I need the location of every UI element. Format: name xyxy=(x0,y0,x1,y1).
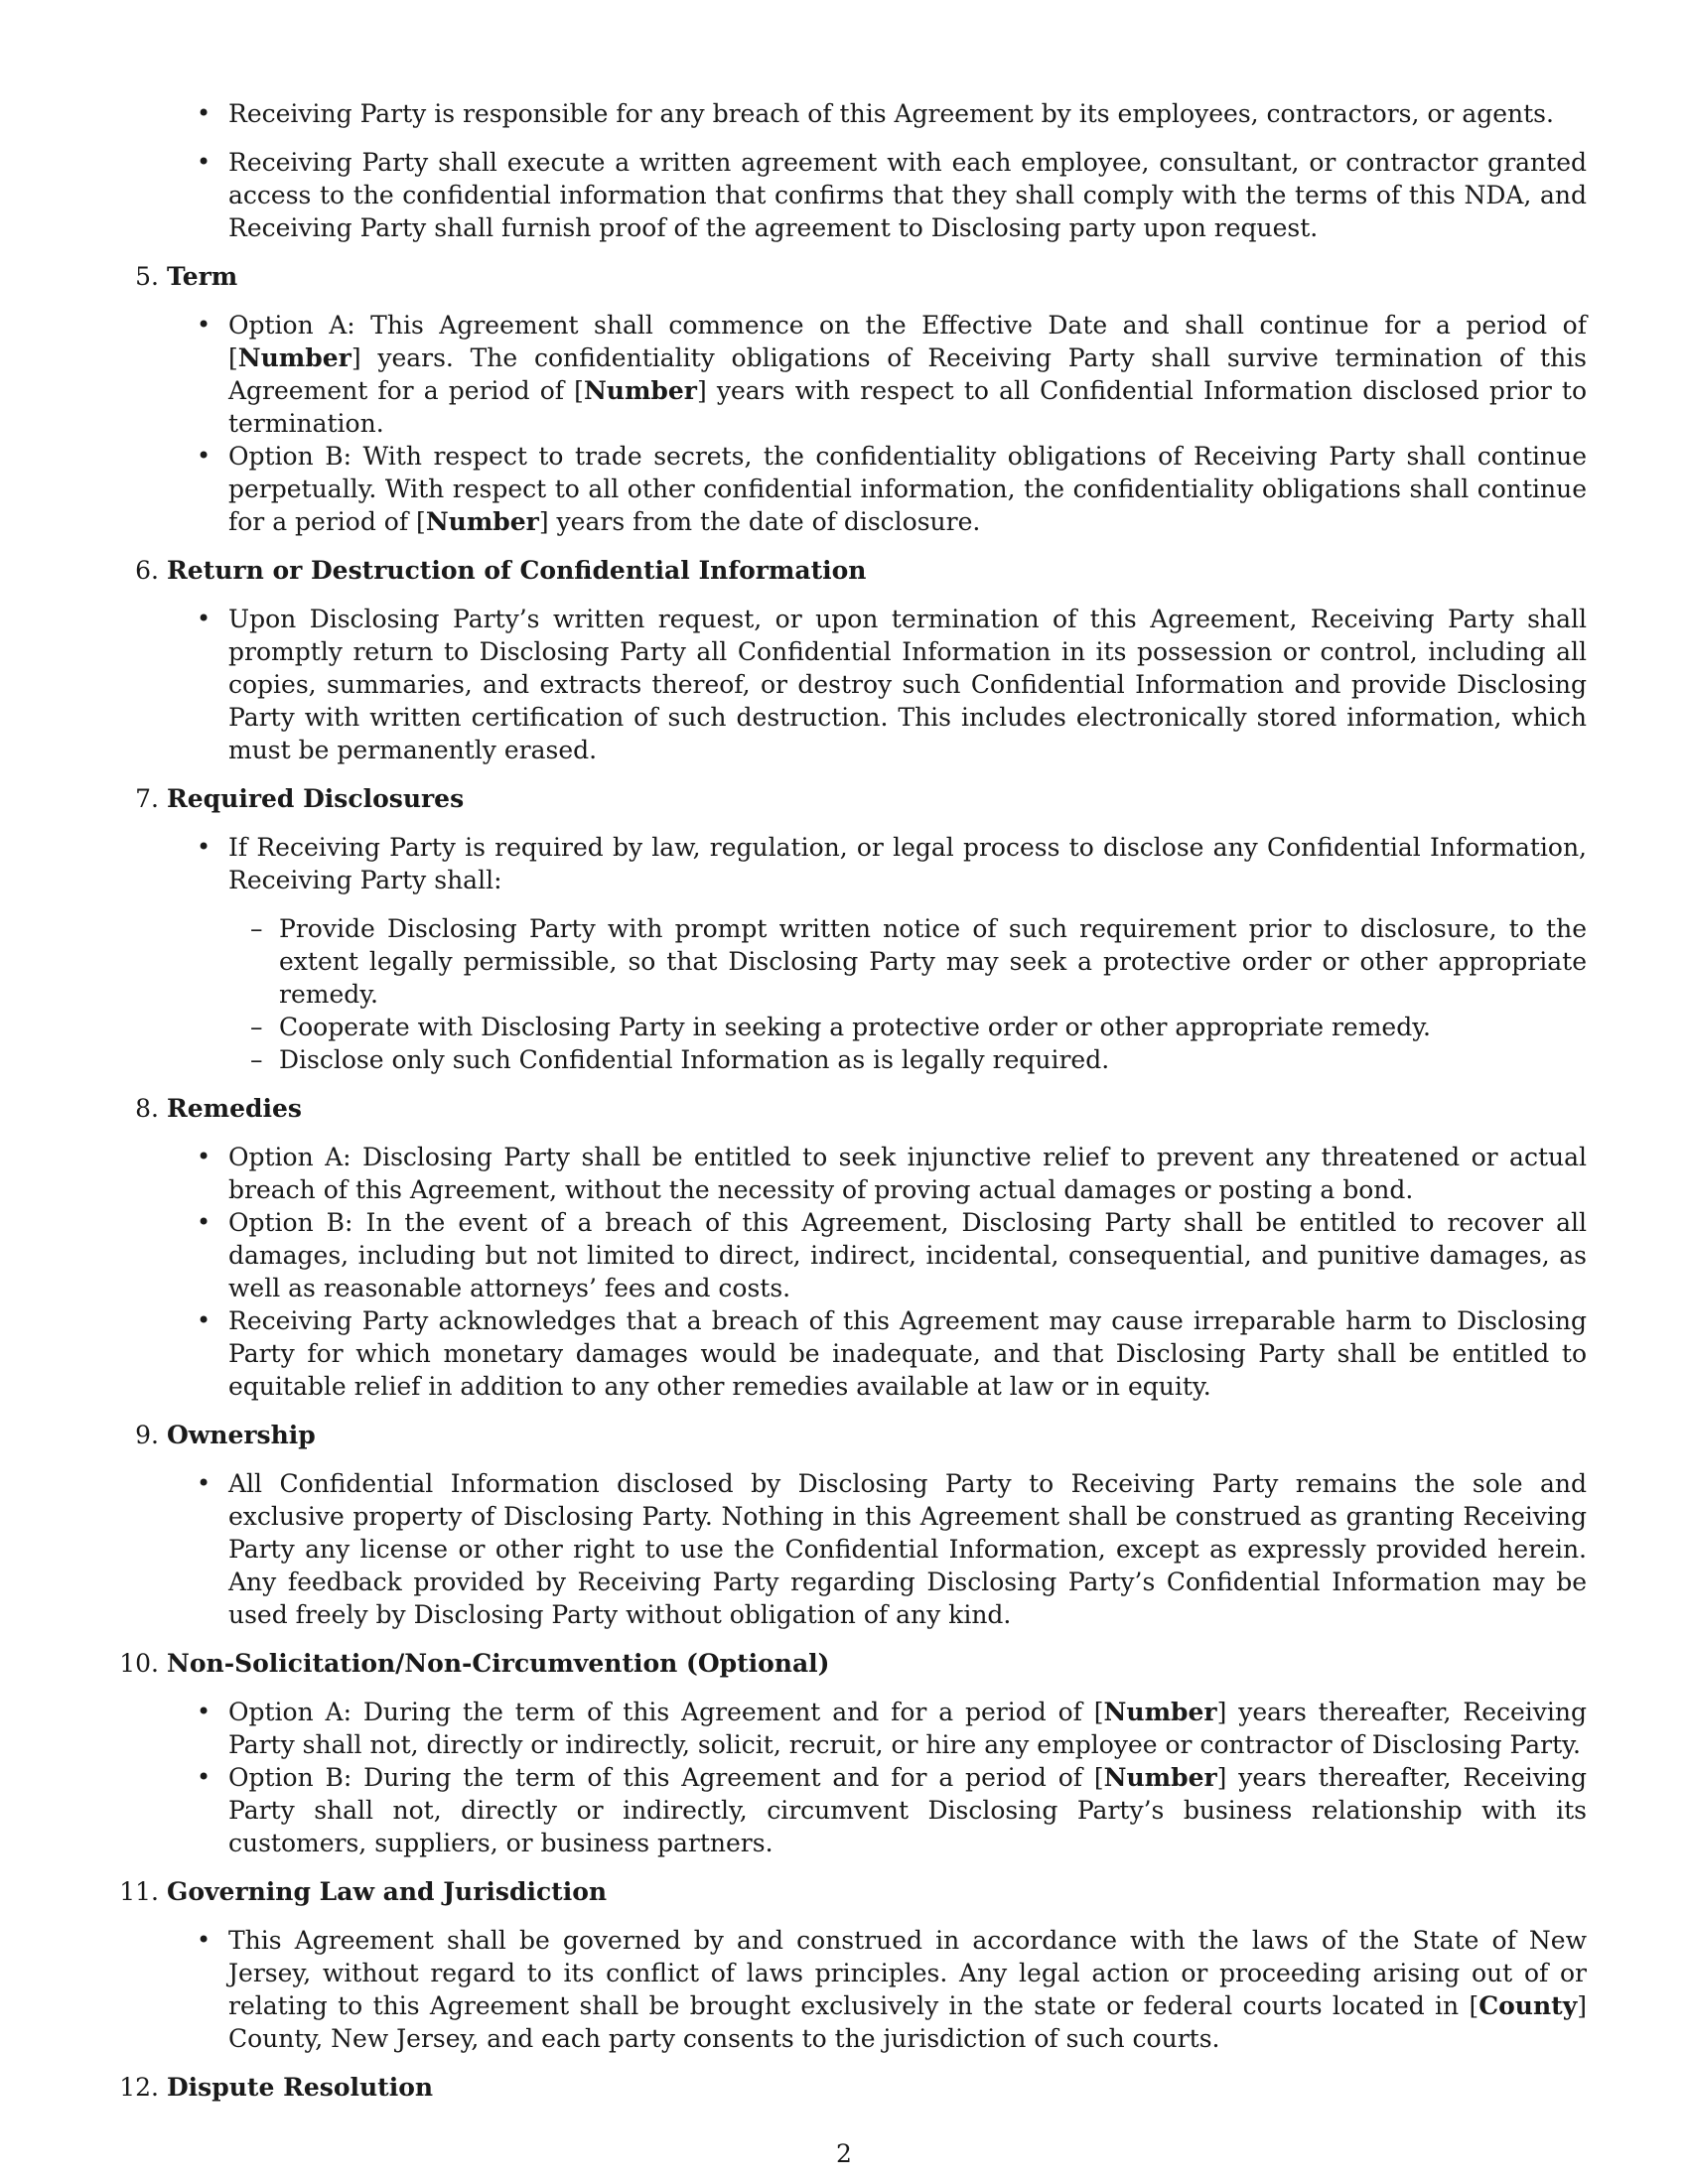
placeholder-number: Number xyxy=(1103,1763,1217,1792)
placeholder-number: Number xyxy=(1103,1698,1217,1726)
section-title: Remedies xyxy=(167,1094,302,1123)
section-title: Dispute Resolution xyxy=(167,2073,434,2102)
sub-item-list xyxy=(167,912,1587,1076)
bullet-list xyxy=(167,1467,1587,1631)
list-item: • Option B: During the term of this Agreement and for a period of [Number] years thereafter, Receiving Party shall not, directly or indirectly, circumvent Disclosing Party’s business relationship with its customers, suppliers, or business partners. xyxy=(167,1761,1587,1859)
list-item: • Option A: During the term of this Agreement and for a period of [Number] years thereafter, Receiving Party shall not, directly or indirectly, solicit, recruit, or hire any employee or contractor of Disclosing Party. xyxy=(167,1696,1587,1761)
list-item: • This Agreement shall be governed by and construed in accordance with the laws of the State of New Jersey, without regard to its conflict of laws principles. Any legal action or proceeding arising out of or relating to this Agreement shall be brought exclusively in the state or federal courts located in [County] County, New Jersey, and each party consents to the jurisdiction of such courts. xyxy=(167,1924,1587,2055)
section-number: 6. xyxy=(135,556,159,585)
section-required-disclosures xyxy=(135,782,1587,1076)
section-number: 10. xyxy=(119,1649,159,1678)
section-governing-law xyxy=(119,1875,1587,2055)
bullet-list xyxy=(167,831,1587,896)
section-term xyxy=(135,260,1588,538)
bullet-list xyxy=(167,1141,1587,1403)
list-item: • Receiving Party is responsible for any breach of this Agreement by its employees, contractors, or agents. xyxy=(167,97,1587,130)
page-number: 2 xyxy=(836,2139,852,2168)
list-item: • Receiving Party shall execute a written agreement with each employee, consultant, or contractor granted access to the confidential information that confirms that they shall comply with the terms of this NDA, and Receiving Party shall furnish proof of the agreement to Disclosing party upon request. xyxy=(167,146,1587,244)
list-item: • Option B: With respect to trade secrets, the confidentiality obligations of Receiving Party shall continue perpetually. With respect to all other confidential information, the confidentiality obligations shall continue for a period of [Number] years from the date of disclosure. xyxy=(167,440,1587,538)
bullet-list xyxy=(167,1696,1587,1859)
sub-list-item: – Provide Disclosing Party with prompt written notice of such requirement prior to disclosure, to the extent legally permissible, so that Disclosing Party may seek a protective order or other appropriate remedy. xyxy=(167,912,1587,1011)
placeholder-number: Number xyxy=(583,376,697,405)
section-number: 9. xyxy=(135,1421,159,1449)
document-page xyxy=(119,97,1588,2104)
section-title: Governing Law and Jurisdiction xyxy=(167,1877,608,1906)
placeholder-number: Number xyxy=(425,507,539,536)
section-number: 8. xyxy=(135,1094,159,1123)
section-dispute-resolution xyxy=(119,2071,1587,2104)
bullet-list xyxy=(167,1924,1587,2055)
section-return-destruction xyxy=(135,554,1587,766)
section-ownership xyxy=(135,1419,1587,1631)
placeholder-number: Number xyxy=(237,343,352,372)
sub-list-item: – Cooperate with Disclosing Party in seeking a protective order or other appropriate remedy. xyxy=(167,1011,1587,1043)
section-number: 12. xyxy=(119,2073,159,2102)
section-title: Required Disclosures xyxy=(167,784,465,813)
bullet-list xyxy=(167,309,1587,538)
section-title: Non-Solicitation/Non-Circumvention (Optional) xyxy=(167,1649,830,1678)
section-list xyxy=(119,260,1588,2104)
list-item: • Option A: This Agreement shall commence on the Effective Date and shall continue for a period of [Number] years. The confidentiality obligations of Receiving Party shall survive termination of this Agreement for a period of [Number] years with respect to all Confidential Information disclosed prior to termination. xyxy=(167,309,1587,440)
list-item: • Option A: Disclosing Party shall be entitled to seek injunctive relief to prevent any threatened or actual breach of this Agreement, without the necessity of proving actual damages or posting a bond. xyxy=(167,1141,1587,1206)
list-item: • Option B: In the event of a breach of this Agreement, Disclosing Party shall be entitled to recover all damages, including but not limited to direct, indirect, incidental, consequential, and punitive damages, as well as reasonable attorneys’ fees and costs. xyxy=(167,1206,1587,1304)
section-non-solicitation xyxy=(119,1647,1588,1859)
list-item: • All Confidential Information disclosed by Disclosing Party to Receiving Party remains the sole and exclusive property of Disclosing Party. Nothing in this Agreement shall be construed as granting Receiving Party any license or other right to use the Confidential Information, except as expressly provided herein. Any feedback provided by Receiving Party regarding Disclosing Party’s Confidential Information may be used freely by Disclosing Party without obligation of any kind. xyxy=(167,1467,1587,1631)
section-number: 11. xyxy=(119,1877,159,1906)
section-title: Return or Destruction of Confidential Information xyxy=(167,556,867,585)
section-number: 5. xyxy=(135,262,159,291)
bullet-list xyxy=(167,603,1587,766)
list-item: • Upon Disclosing Party’s written request, or upon termination of this Agreement, Receiving Party shall promptly return to Disclosing Party all Confidential Information in its possession or control, including all copies, summaries, and extracts thereof, or destroy such Confidential Information and provide Disclosing Party with written certification of such destruction. This includes electronically stored information, which must be permanently erased. xyxy=(167,603,1587,766)
section-title: Term xyxy=(167,262,238,291)
section-remedies xyxy=(135,1092,1587,1403)
sub-list-item: – Disclose only such Confidential Information as is legally required. xyxy=(167,1043,1587,1076)
list-item: • If Receiving Party is required by law, regulation, or legal process to disclose any Confidential Information, Receiving Party shall: xyxy=(167,831,1587,896)
section-number: 7. xyxy=(135,784,159,813)
list-item: • Receiving Party acknowledges that a breach of this Agreement may cause irreparable harm to Disclosing Party for which monetary damages would be inadequate, and that Disclosing Party shall be entitled to equitable relief in addition to any other remedies available at law or in equity. xyxy=(167,1304,1587,1403)
lead-bullet-list xyxy=(167,97,1587,244)
placeholder-county: County xyxy=(1478,1991,1578,2020)
section-title: Ownership xyxy=(167,1421,316,1449)
